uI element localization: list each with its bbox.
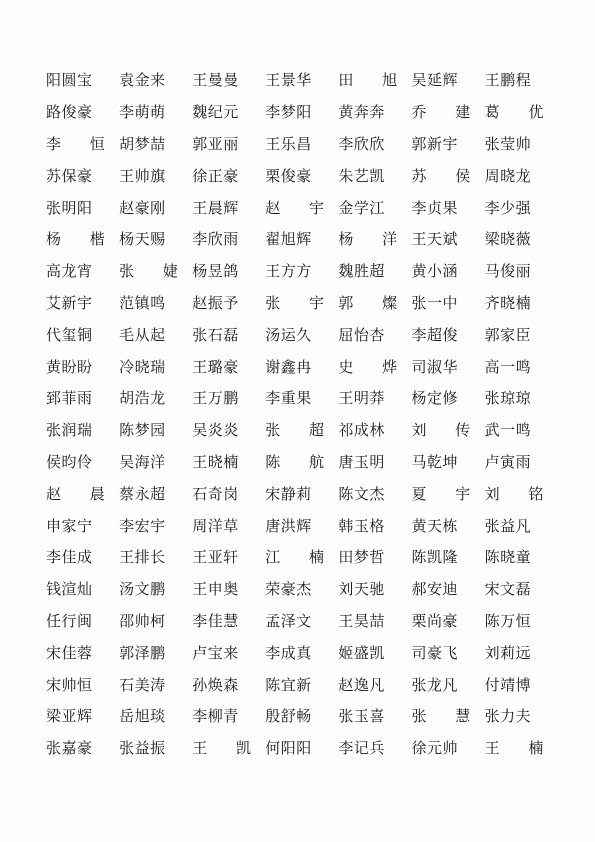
name-entry: 陈文杰 — [338, 484, 385, 503]
name-entry: 李萌萌 — [119, 103, 166, 122]
name-entry: 付靖博 — [484, 675, 532, 694]
name-entry: 申家宁 — [46, 516, 93, 535]
name-row — [46, 382, 558, 414]
name-row — [46, 636, 558, 668]
name-entry: 张一中 — [411, 293, 458, 312]
name-grid — [46, 64, 558, 764]
name-entry: 江 楠 — [265, 548, 337, 567]
name-entry: 刘 铭 — [484, 484, 556, 503]
name-entry: 王曼曼 — [192, 71, 239, 90]
name-entry: 张润瑞 — [46, 421, 93, 440]
name-entry: 王景华 — [265, 71, 312, 90]
name-entry: 王亚轩 — [192, 548, 239, 567]
name-entry: 刘 传 — [411, 421, 483, 440]
name-entry: 魏纪元 — [192, 103, 239, 122]
name-entry: 宋帅恒 — [46, 675, 93, 694]
name-entry: 郅菲雨 — [46, 389, 93, 408]
name-entry: 马俊丽 — [484, 262, 532, 281]
name-entry: 张 婕 — [119, 262, 190, 281]
name-entry: 杨昱鸽 — [192, 262, 239, 281]
name-row — [46, 541, 558, 573]
name-row — [46, 732, 558, 764]
name-entry: 夏 宇 — [411, 484, 483, 503]
name-entry: 王万鹏 — [192, 389, 239, 408]
name-entry: 姬盛凯 — [338, 643, 385, 662]
name-entry: 张明阳 — [46, 198, 93, 217]
name-entry: 郭 燦 — [338, 293, 410, 312]
name-entry: 郭新宇 — [411, 134, 458, 153]
name-entry: 郭家臣 — [484, 325, 532, 344]
name-row — [46, 477, 558, 509]
name-row — [46, 668, 558, 700]
name-entry: 田 旭 — [338, 71, 410, 90]
name-entry: 艾新宇 — [46, 293, 93, 312]
name-entry: 卢宝来 — [192, 643, 239, 662]
name-entry: 孟泽文 — [265, 611, 312, 630]
name-entry: 梁晓薇 — [484, 230, 532, 249]
name-entry: 屈怡杏 — [338, 325, 385, 344]
name-entry: 李超俊 — [411, 325, 458, 344]
name-entry: 陈宜新 — [265, 675, 312, 694]
name-row — [46, 255, 558, 287]
name-entry: 张 超 — [265, 421, 337, 440]
name-entry: 韩玉格 — [338, 516, 385, 535]
name-entry: 路俊豪 — [46, 103, 93, 122]
name-entry: 祁成林 — [338, 421, 385, 440]
name-entry: 史 烨 — [338, 357, 410, 376]
name-entry: 荣豪杰 — [265, 580, 312, 599]
name-entry: 齐晓楠 — [484, 293, 532, 312]
name-entry: 苏保豪 — [46, 166, 93, 185]
name-entry: 李成真 — [265, 643, 312, 662]
name-row — [46, 318, 558, 350]
name-row — [46, 191, 558, 223]
name-entry: 张莹帅 — [484, 134, 532, 153]
name-row — [46, 64, 558, 96]
name-entry: 邵帅柯 — [119, 611, 166, 630]
name-entry: 高一鸣 — [484, 357, 532, 376]
name-entry: 王天斌 — [411, 230, 458, 249]
name-entry: 李佳成 — [46, 548, 93, 567]
name-entry: 吴炎炎 — [192, 421, 239, 440]
name-entry: 郝安迪 — [411, 580, 458, 599]
name-row — [46, 446, 558, 478]
name-entry: 李贞果 — [411, 198, 458, 217]
name-entry: 李宏宇 — [119, 516, 166, 535]
name-entry: 赵 晨 — [46, 484, 117, 503]
name-entry: 王方方 — [265, 262, 312, 281]
name-entry: 任行闽 — [46, 611, 93, 630]
name-entry: 王乐昌 — [265, 134, 312, 153]
name-entry: 张琼琼 — [484, 389, 532, 408]
name-entry: 王昊喆 — [338, 611, 385, 630]
name-entry: 李柳青 — [192, 707, 239, 726]
name-entry: 司淑华 — [411, 357, 458, 376]
name-entry: 陈 航 — [265, 452, 337, 471]
name-entry: 汤运久 — [265, 325, 312, 344]
name-entry: 苏 侯 — [411, 166, 483, 185]
name-entry: 冷晓瑞 — [119, 357, 166, 376]
name-entry: 杨天赐 — [119, 230, 166, 249]
name-row — [46, 573, 558, 605]
name-entry: 张力夫 — [484, 707, 532, 726]
name-entry: 张 宇 — [265, 293, 337, 312]
name-entry: 黄奔奔 — [338, 103, 385, 122]
name-entry: 张石磊 — [192, 325, 239, 344]
name-entry: 阳圆宝 — [46, 71, 93, 90]
name-entry: 张 慧 — [411, 707, 483, 726]
name-entry: 马乾坤 — [411, 452, 458, 471]
name-entry: 吴海洋 — [119, 452, 166, 471]
name-entry: 宋文磊 — [484, 580, 532, 599]
name-entry: 何阳阳 — [265, 739, 312, 758]
name-row — [46, 350, 558, 382]
name-entry: 黄盼盼 — [46, 357, 93, 376]
name-entry: 赵豪刚 — [119, 198, 166, 217]
name-entry: 王晨辉 — [192, 198, 239, 217]
name-entry: 唐洪辉 — [265, 516, 312, 535]
name-row — [46, 700, 558, 732]
name-row — [46, 287, 558, 319]
name-entry: 代玺铜 — [46, 325, 93, 344]
name-entry: 李佳慧 — [192, 611, 239, 630]
name-entry: 赵振予 — [192, 293, 239, 312]
name-entry: 蔡永超 — [119, 484, 166, 503]
name-entry: 魏胜超 — [338, 262, 385, 281]
name-entry: 胡梦喆 — [119, 134, 166, 153]
name-entry: 朱艺凯 — [338, 166, 385, 185]
name-row — [46, 159, 558, 191]
name-entry: 栗尚豪 — [411, 611, 458, 630]
name-entry: 赵 宇 — [265, 198, 337, 217]
name-entry: 翟旭辉 — [265, 230, 312, 249]
name-entry: 杨 楷 — [46, 230, 117, 249]
name-entry: 李重果 — [265, 389, 312, 408]
name-entry: 胡浩龙 — [119, 389, 166, 408]
name-row — [46, 96, 558, 128]
name-entry: 郭亚丽 — [192, 134, 239, 153]
name-entry: 周晓龙 — [484, 166, 532, 185]
name-entry: 唐玉明 — [338, 452, 385, 471]
name-entry: 郭泽鹏 — [119, 643, 166, 662]
name-entry: 王晓楠 — [192, 452, 239, 471]
name-row — [46, 414, 558, 446]
name-entry: 王鹏程 — [484, 71, 532, 90]
name-entry: 陈晓童 — [484, 548, 532, 567]
name-row — [46, 128, 558, 160]
name-row — [46, 223, 558, 255]
name-entry: 王 楠 — [484, 739, 556, 758]
name-entry: 杨定修 — [411, 389, 458, 408]
name-entry: 李记兵 — [338, 739, 385, 758]
name-entry: 吴延辉 — [411, 71, 458, 90]
name-entry: 卢寅雨 — [484, 452, 532, 471]
name-entry: 杨 洋 — [338, 230, 410, 249]
name-entry: 张嘉豪 — [46, 739, 93, 758]
name-entry: 王申奥 — [192, 580, 239, 599]
name-entry: 李欣雨 — [192, 230, 239, 249]
name-entry: 石美涛 — [119, 675, 166, 694]
name-entry: 岳旭琰 — [119, 707, 166, 726]
name-entry: 李少强 — [484, 198, 532, 217]
name-entry: 周洋草 — [192, 516, 239, 535]
name-entry: 孙焕森 — [192, 675, 239, 694]
name-entry: 李欣欣 — [338, 134, 385, 153]
name-entry: 李 恒 — [46, 134, 117, 153]
name-entry: 徐元帅 — [411, 739, 458, 758]
name-entry: 梁亚辉 — [46, 707, 93, 726]
name-entry: 侯昀伶 — [46, 452, 93, 471]
name-entry: 王 凯 — [192, 739, 263, 758]
name-entry: 袁金来 — [119, 71, 166, 90]
name-entry: 陈凯隆 — [411, 548, 458, 567]
name-entry: 宋静莉 — [265, 484, 312, 503]
name-entry: 张龙凡 — [411, 675, 458, 694]
name-entry: 王排长 — [119, 548, 166, 567]
name-entry: 陈万恒 — [484, 611, 532, 630]
name-entry: 金学江 — [338, 198, 385, 217]
name-entry: 李梦阳 — [265, 103, 312, 122]
name-entry: 武一鸣 — [484, 421, 532, 440]
name-row — [46, 605, 558, 637]
name-entry: 毛从起 — [119, 325, 166, 344]
name-entry: 高龙宵 — [46, 262, 93, 281]
name-entry: 王帅旗 — [119, 166, 166, 185]
name-entry: 司豪飞 — [411, 643, 458, 662]
name-entry: 黄小涵 — [411, 262, 458, 281]
name-entry: 张益振 — [119, 739, 166, 758]
name-entry: 刘天驰 — [338, 580, 385, 599]
name-entry: 宋佳蓉 — [46, 643, 93, 662]
name-entry: 陈梦园 — [119, 421, 166, 440]
name-entry: 钱渲灿 — [46, 580, 93, 599]
name-entry: 谢鑫冉 — [265, 357, 312, 376]
name-entry: 张玉喜 — [338, 707, 385, 726]
name-entry: 徐正豪 — [192, 166, 239, 185]
name-entry: 赵逸凡 — [338, 675, 385, 694]
name-entry: 田梦哲 — [338, 548, 385, 567]
name-entry: 葛 优 — [484, 103, 556, 122]
name-entry: 刘莉远 — [484, 643, 532, 662]
name-entry: 范镇鸣 — [119, 293, 166, 312]
name-entry: 汤文鹏 — [119, 580, 166, 599]
name-row — [46, 509, 558, 541]
name-entry: 殷舒畅 — [265, 707, 312, 726]
name-entry: 乔 建 — [411, 103, 483, 122]
name-entry: 王明莽 — [338, 389, 385, 408]
name-entry: 王璐豪 — [192, 357, 239, 376]
name-entry: 张益凡 — [484, 516, 532, 535]
name-entry: 石奇岗 — [192, 484, 239, 503]
name-entry: 栗俊豪 — [265, 166, 312, 185]
name-entry: 黄天栋 — [411, 516, 458, 535]
